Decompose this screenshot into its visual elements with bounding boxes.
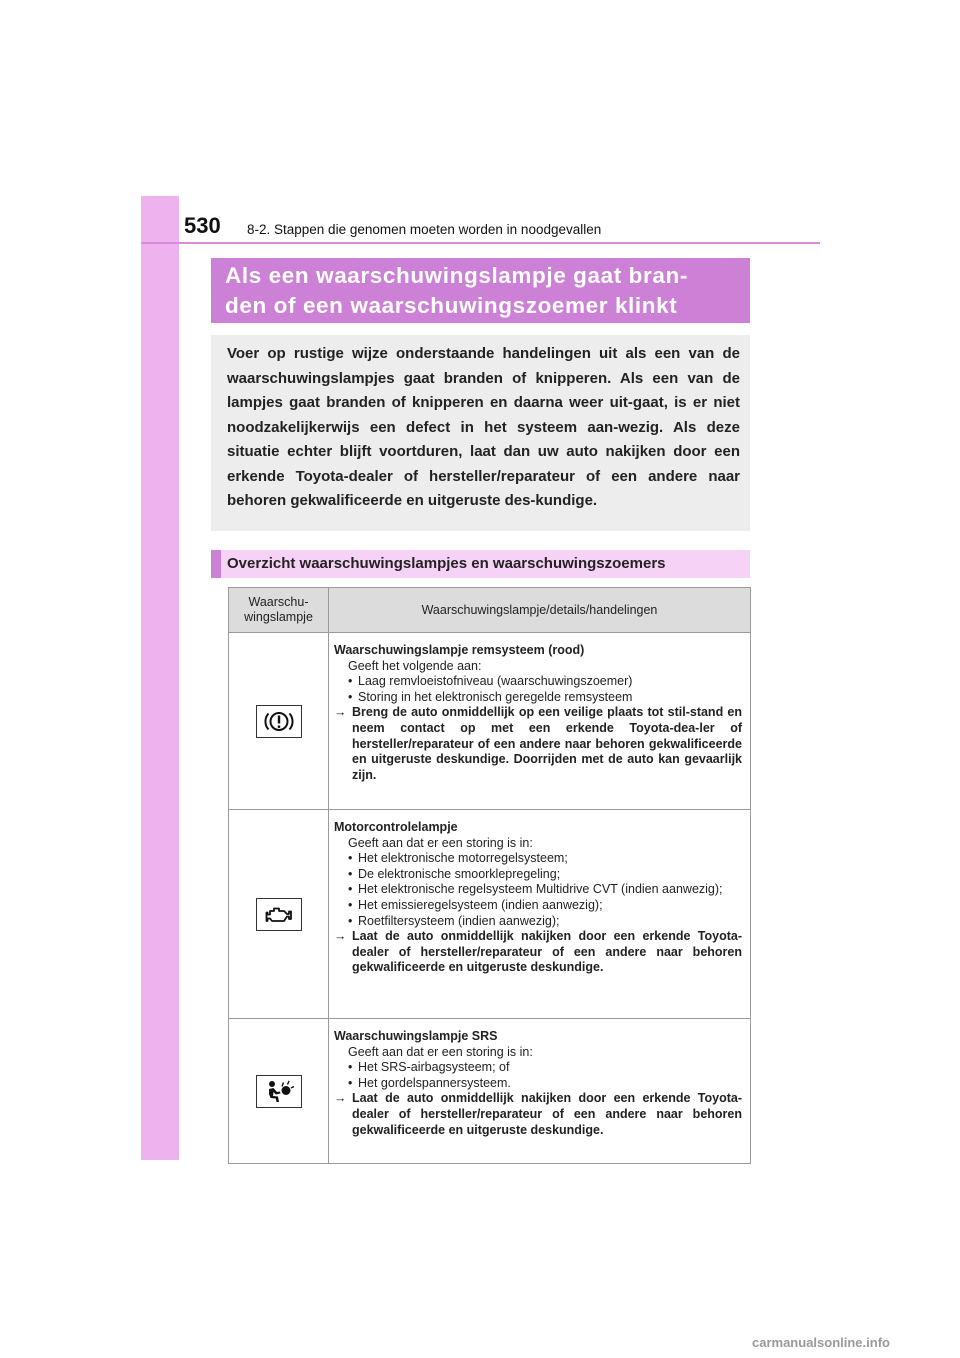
lamp-bullet	[334, 851, 742, 867]
action-text: Breng de auto onmiddellijk op een veilige plaats tot stil-stand en neem contact op met een erkende Toyota-dea-ler of hersteller/reparateur of een andere naar behoren gekwalificeerde en uitgeruste deskundige. Doorrijden met de auto kan gevaarlijk zijn.	[352, 705, 742, 782]
lamp-bullet	[334, 882, 742, 898]
engine-check-icon	[256, 898, 302, 931]
lamp-icon-cell	[229, 1019, 329, 1164]
section-title-line-1: Als een waarschuwingslampje gaat bran-	[225, 263, 688, 288]
header-divider	[141, 242, 820, 244]
lamp-action	[334, 1091, 742, 1138]
bullet-text: Roetfiltersysteem (indien aanwezig);	[358, 913, 560, 928]
lamp-bullet	[334, 1076, 742, 1092]
lamp-bullet	[334, 898, 742, 914]
lamp-title: Motorcontrolelampje	[334, 820, 458, 834]
bullet-glyph: •	[348, 913, 353, 928]
bullet-glyph: •	[348, 1060, 353, 1075]
bullet-text: Het gordelspannersysteem.	[358, 1075, 511, 1090]
chapter-title: 8-2. Stappen die genomen moeten worden in noodgevallen	[247, 222, 602, 237]
subsection-title: Overzicht waarschuwingslampjes en waarschuwingszoemers	[211, 550, 750, 578]
bullet-text: Het elektronische regelsysteem Multidrive CVT (indien aanwezig);	[358, 882, 723, 897]
lamp-description	[329, 810, 751, 1019]
bullet-glyph: •	[348, 1075, 353, 1090]
lamp-title: Waarschuwingslampje remsysteem (rood)	[334, 643, 585, 657]
lamp-description	[329, 633, 751, 810]
bullet-text: Storing in het elektronisch geregelde remsysteem	[358, 689, 633, 704]
bullet-glyph: •	[348, 674, 353, 689]
bullet-text: Het emissieregelsysteem (indien aanwezig);	[358, 897, 603, 912]
table-row	[229, 810, 751, 1019]
bullet-text: Laag remvloeistofniveau (waarschuwingszoemer)	[358, 674, 633, 689]
bullet-glyph: •	[348, 882, 353, 897]
lamp-title: Waarschuwingslampje SRS	[334, 1029, 498, 1043]
sidebar-tab	[141, 196, 179, 1160]
bullet-glyph: •	[348, 866, 353, 881]
bullet-text: Het elektronische motorregelsysteem;	[358, 851, 568, 866]
lamp-action	[334, 929, 742, 976]
lamp-description	[329, 1019, 751, 1164]
lamp-intro: Geeft het volgende aan:	[348, 658, 482, 673]
lamp-bullet	[334, 914, 742, 930]
lamp-bullet	[334, 1060, 742, 1076]
lamp-bullet	[334, 690, 742, 706]
lamp-icon-cell	[229, 810, 329, 1019]
intro-box	[211, 335, 750, 531]
table-header-row	[229, 588, 751, 633]
table-header-lamp	[229, 588, 329, 633]
lamp-action	[334, 705, 742, 783]
srs-airbag-icon	[256, 1075, 302, 1108]
lamp-intro: Geeft aan dat er een storing is in:	[348, 835, 533, 850]
table-row	[229, 1019, 751, 1164]
action-text: Laat de auto onmiddellijk nakijken door een erkende Toyota-dealer of hersteller/reparateur of een andere naar behoren gekwalificeerde en uitgeruste deskundige.	[352, 929, 742, 975]
table-header-details-text: Waarschuwingslampje/details/handelingen	[421, 602, 658, 617]
table-header-details	[329, 588, 751, 633]
bullet-glyph: •	[348, 897, 353, 912]
bullet-glyph: •	[348, 851, 353, 866]
lamp-bullet	[334, 867, 742, 883]
page-number: 530	[184, 213, 221, 238]
arrow-right-icon: →	[334, 705, 347, 720]
bullet-text: Het SRS-airbagsysteem; of	[358, 1060, 510, 1075]
bullet-glyph: •	[348, 689, 353, 704]
action-text: Laat de auto onmiddellijk nakijken door een erkende Toyota-dealer of hersteller/reparateur of een andere naar behoren gekwalificeerde en uitgeruste deskundige.	[352, 1091, 742, 1137]
lamp-icon-cell	[229, 633, 329, 810]
table-header-lamp-text: Waarschu- wingslampje	[244, 595, 313, 624]
lamp-bullet	[334, 674, 742, 690]
arrow-right-icon: →	[334, 1091, 347, 1106]
brake-warning-icon	[256, 705, 302, 738]
table-row	[229, 633, 751, 810]
intro-text: Voer op rustige wijze onderstaande handelingen uit als een van de waarschuwingslampjes gaat branden of knipperen. Als een van de lampjes gaat branden of knipperen en daarna weer uit-gaat, is er niet noodzakelijkerwijs een defect in het systeem aan-wezig. Als deze situatie echter blijft voortduren, laat dan uw auto nakijken door een erkende Toyota-dealer of hersteller/reparateur of een andere naar behoren gekwalificeerde en uitgeruste des-kundige.	[227, 345, 740, 509]
bullet-text: De elektronische smoorklepregeling;	[358, 866, 561, 881]
watermark: carmanualsonline.info	[752, 1335, 890, 1350]
lamp-intro: Geeft aan dat er een storing is in:	[348, 1044, 533, 1059]
section-title-line-2: den of een waarschuwingszoemer klinkt	[225, 293, 678, 318]
warning-lamps-table	[228, 587, 751, 1164]
arrow-right-icon: →	[334, 929, 347, 944]
section-title-banner	[211, 258, 750, 323]
